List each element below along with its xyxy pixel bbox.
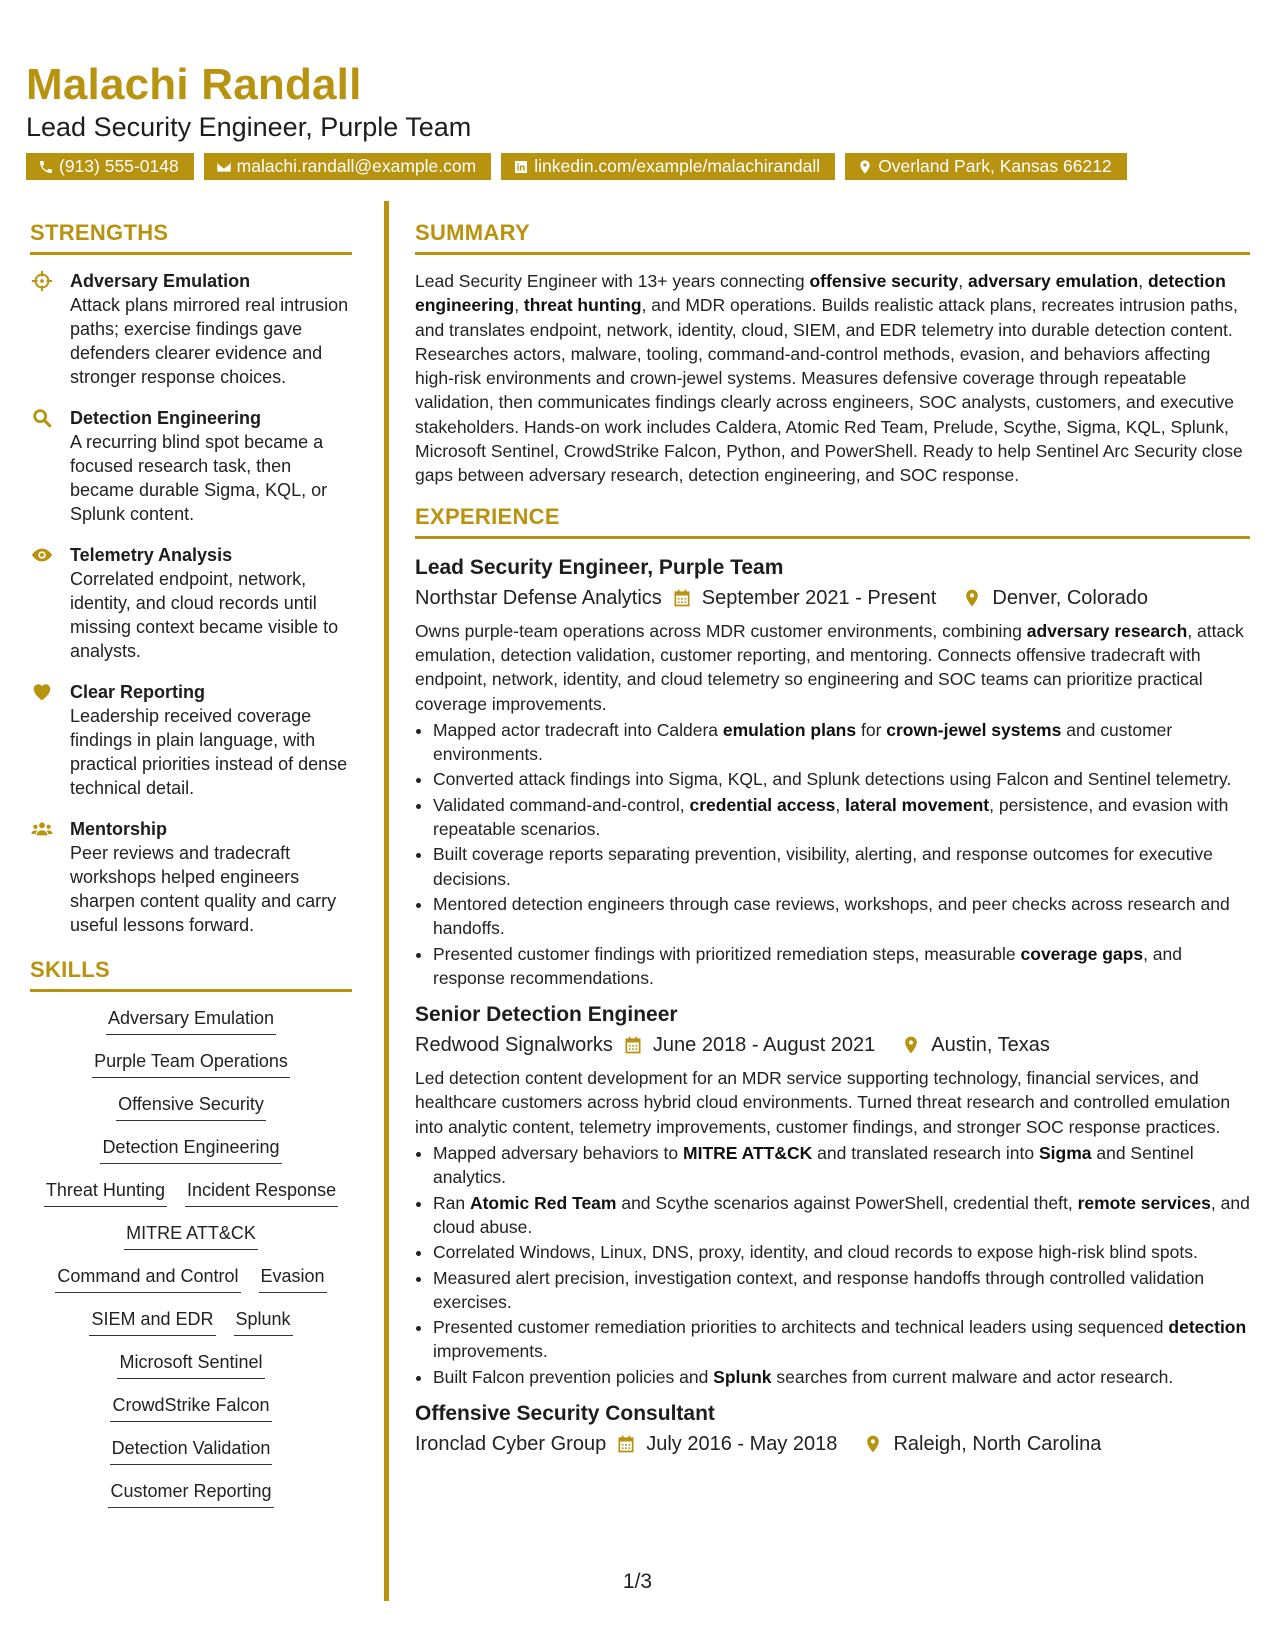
job-intro (415, 619, 1250, 716)
page-number: 1/3 (622, 1570, 653, 1593)
bold-text: adversary research (1026, 620, 1188, 641)
text-segment: Mapped adversary behaviors to (433, 1143, 683, 1164)
left-column (30, 220, 352, 1522)
strength-item (30, 269, 352, 389)
text-segment: improvements. (433, 1341, 548, 1362)
text-segment: searches from current malware and actor research. (771, 1366, 1174, 1387)
text-segment: Presented customer findings with prioritized remediation steps, measurable (433, 943, 1021, 964)
skill-row (30, 1178, 352, 1207)
skill-row (30, 1264, 352, 1293)
text-segment: Validated command-and-control, (433, 794, 690, 815)
email-icon (216, 159, 232, 175)
bold-text: Atomic Red Team (469, 1192, 617, 1213)
text-segment: , (514, 295, 524, 316)
skill-tag: Customer Reporting (108, 1479, 273, 1508)
skill-row (30, 1436, 352, 1465)
job-title: Senior Detection Engineer (415, 1003, 678, 1027)
job-meta (415, 583, 1250, 613)
strength-title: Telemetry Analysis (70, 545, 233, 565)
text-segment: for (856, 719, 887, 740)
skill-tag: CrowdStrike Falcon (110, 1393, 271, 1422)
heart-icon (31, 681, 53, 703)
phone-icon (38, 159, 54, 175)
job-meta (415, 1429, 1250, 1459)
text-segment: Owns purple-team operations across MDR customer environments, combining (415, 620, 1027, 641)
bold-text: threat hunting (523, 295, 642, 316)
skill-tag: Evasion (259, 1264, 327, 1293)
strength-description: Peer reviews and tradecraft workshops helped engineers sharpen content quality and carry useful lessons forward. (70, 843, 337, 935)
experience-list (415, 553, 1250, 1459)
skill-tag: Detection Validation (110, 1436, 273, 1465)
text-segment: Lead Security Engineer with 13+ years connecting (415, 271, 810, 291)
summary-heading: SUMMARY (415, 220, 1250, 255)
strength-item (30, 406, 352, 526)
bold-text: credential access (689, 794, 836, 815)
bullet-item (433, 892, 1250, 941)
bullet-item (433, 1240, 1250, 1264)
skill-tag: MITRE ATT&CK (124, 1221, 258, 1250)
skill-tag: Detection Engineering (100, 1135, 281, 1164)
linkedin-icon (513, 159, 529, 175)
calendar-icon (616, 1434, 636, 1454)
job-location: Raleigh, North Carolina (893, 1432, 1102, 1455)
strengths-heading: STRENGTHS (30, 220, 352, 255)
text-segment: Built Falcon prevention policies and (433, 1366, 714, 1387)
text-segment: Converted attack findings into Sigma, KQL, and Splunk detections using Falcon and Sentinel telemetry. (433, 769, 1232, 790)
strength-item (30, 543, 352, 663)
candidate-name: Malachi Randall (26, 60, 362, 109)
strength-description: A recurring blind spot became a focused research task, then became durable Sigma, KQL, or Splunk content. (70, 432, 328, 524)
strength-description: Correlated endpoint, network, identity, and cloud records until missing context became visible to analysts. (70, 569, 339, 661)
skill-tag: Offensive Security (116, 1092, 266, 1121)
job-company: Northstar Defense Analytics (415, 586, 662, 609)
crosshair-icon (31, 270, 53, 292)
bullet-item (433, 1191, 1250, 1240)
contact-bar (26, 153, 1127, 180)
eye-icon (31, 544, 53, 566)
bullet-item (433, 1141, 1250, 1190)
bold-text: detection (1168, 1317, 1247, 1338)
job-dates: July 2016 - May 2018 (646, 1432, 838, 1455)
text-segment: and translated research into (812, 1143, 1039, 1164)
text-segment: Presented customer remediation priorities to architects and technical leaders using sequenced (433, 1317, 1169, 1338)
text-segment: , and MDR operations. Builds realistic attack plans, recreates intrusion paths, and translates endpoint, network, identity, cloud, SIEM, and EDR telemetry into durable detection content. Researches actors, malware, tooling, command-and-control methods, evasion, and behaviors affecting high-risk environments and crown-jewel systems. Measures defensive coverage through repeatable validation, then communicates findings clearly across engineers, SOC analysts, customers, and executive stakeholders. Hands-on work includes Caldera, Atomic Red Team, Prelude, Scythe, Sigma, KQL, Splunk, Microsoft Sentinel, CrowdStrike Falcon, Python, and PowerShell. Ready to help Sentinel Arc Security close gaps between adversary research, detection engineering, and SOC response. (415, 295, 1243, 486)
text-segment: , persistence, and evasion with repeatable scenarios. (433, 794, 1229, 840)
email-chip[interactable] (204, 153, 492, 180)
skill-tag: Incident Response (185, 1178, 338, 1207)
skill-tag: Purple Team Operations (92, 1049, 290, 1078)
text-segment: , and response recommendations. (433, 943, 1183, 988)
text-segment: and customer environments. (433, 719, 1173, 765)
skill-tag: Command and Control (55, 1264, 240, 1293)
calendar-icon (623, 1035, 643, 1055)
strength-item (30, 817, 352, 937)
bullet-item (433, 767, 1250, 791)
map-pin-icon (857, 159, 873, 175)
experience-heading: EXPERIENCE (415, 504, 1250, 539)
skill-row (30, 1092, 352, 1121)
job-bullets (415, 1141, 1250, 1389)
job-company: Ironclad Cyber Group (415, 1432, 607, 1455)
text-segment: Correlated Windows, Linux, DNS, proxy, identity, and cloud records to expose high-risk blind spots. (433, 1242, 1198, 1263)
right-column (415, 220, 1250, 1465)
bold-text: detection engineering (415, 271, 1226, 316)
job-meta (415, 1030, 1250, 1060)
skill-row (30, 1221, 352, 1250)
job-location: Denver, Colorado (992, 586, 1149, 609)
strengths-list (30, 269, 352, 937)
bold-text: remote services (1077, 1192, 1211, 1213)
bullet-item (433, 1315, 1250, 1364)
text-segment: Led detection content development for an MDR service supporting technology, financial services, and healthcare customers across hybrid cloud environments. Turned threat research and controlled emulation into analytic content, telemetry improvements, customer findings, and stronger SOC response practices. (415, 1068, 1231, 1137)
job-entry (415, 553, 1250, 990)
skill-row (30, 1006, 352, 1035)
bullet-item (433, 942, 1250, 991)
job-company: Redwood Signalworks (415, 1034, 613, 1057)
bullet-item (433, 793, 1250, 842)
linkedin-text: linkedin.com/example/malachirandall (534, 156, 821, 176)
text-segment: , (958, 271, 969, 291)
bullet-item (433, 718, 1250, 767)
skills-list (30, 1006, 352, 1508)
strength-title: Clear Reporting (70, 682, 206, 702)
skill-tag: Splunk (234, 1307, 293, 1336)
job-dates: September 2021 - Present (701, 586, 937, 609)
map-pin-icon (962, 588, 982, 608)
bold-text: offensive security (809, 271, 959, 291)
skill-tag: SIEM and EDR (89, 1307, 215, 1336)
bold-text: Splunk (713, 1366, 772, 1387)
skill-row (30, 1135, 352, 1164)
skill-tag: Threat Hunting (44, 1178, 167, 1207)
bullet-item (433, 1266, 1250, 1315)
text-segment: , (835, 794, 846, 815)
text-segment: , attack emulation, detection validation, customer reporting, and mentoring. Connects offensive tradecraft with endpoint, network, identity, and cloud telemetry so engineering and SOC teams can prioritize practical coverage improvements. (415, 620, 1244, 714)
bold-text: emulation plans (722, 719, 857, 740)
bullet-item (433, 842, 1250, 891)
location-text: Overland Park, Kansas 66212 (878, 156, 1112, 176)
bold-text: coverage gaps (1020, 943, 1144, 964)
email-text: malachi.randall@example.com (236, 156, 477, 176)
bold-text: MITRE ATT&CK (683, 1143, 813, 1164)
skill-tag: Adversary Emulation (106, 1006, 276, 1035)
skills-section (30, 957, 352, 1508)
text-segment: , (1138, 271, 1148, 291)
linkedin-chip[interactable] (501, 153, 835, 180)
skill-row (30, 1479, 352, 1508)
summary-text (415, 269, 1250, 488)
job-title: Offensive Security Consultant (415, 1401, 715, 1425)
skill-row (30, 1350, 352, 1379)
text-segment: Measured alert precision, investigation context, and response handoffs through controlled validation exercises. (433, 1267, 1205, 1312)
map-pin-icon (863, 1434, 883, 1454)
job-intro (415, 1066, 1250, 1139)
skill-row (30, 1049, 352, 1078)
calendar-icon (672, 588, 692, 608)
text-segment: Mentored detection engineers through case reviews, workshops, and peer checks across research and handoffs. (433, 893, 1230, 939)
strength-item (30, 680, 352, 800)
skill-row (30, 1393, 352, 1422)
strength-title: Mentorship (70, 819, 167, 839)
bold-text: Sigma (1038, 1143, 1092, 1164)
bold-text: crown-jewel systems (886, 719, 1062, 740)
users-icon (31, 818, 53, 840)
phone-text: (913) 555-0148 (59, 156, 179, 176)
text-segment: , and cloud abuse. (433, 1192, 1250, 1237)
text-segment: and Sentinel analytics. (433, 1143, 1194, 1188)
bullet-item (433, 1365, 1250, 1389)
text-segment: and Scythe scenarios against PowerShell, credential theft, (616, 1192, 1078, 1213)
text-segment: Ran (433, 1192, 470, 1213)
strength-description: Leadership received coverage findings in plain language, with practical priorities instead of dense technical detail. (70, 706, 348, 798)
strength-title: Adversary Emulation (70, 271, 251, 291)
search-icon (31, 407, 53, 429)
candidate-title: Lead Security Engineer, Purple Team (26, 112, 472, 142)
job-entry (415, 1399, 1250, 1459)
text-segment: Built coverage reports separating prevention, visibility, alerting, and response outcomes for executive decisions. (433, 844, 1213, 889)
bold-text: lateral movement (845, 794, 990, 815)
job-bullets (415, 718, 1250, 990)
phone-chip[interactable] (26, 153, 194, 180)
map-pin-icon (901, 1035, 921, 1055)
job-entry (415, 1000, 1250, 1389)
skill-tag: Microsoft Sentinel (117, 1350, 264, 1379)
text-segment: Mapped actor tradecraft into Caldera (433, 719, 723, 740)
strength-description: Attack plans mirrored real intrusion paths; exercise findings gave defenders clearer evidence and stronger response choices. (70, 295, 349, 387)
skill-row (30, 1307, 352, 1336)
bold-text: adversary emulation (968, 271, 1139, 291)
location-chip (845, 153, 1126, 180)
skills-heading: SKILLS (30, 957, 352, 992)
job-dates: June 2018 - August 2021 (652, 1034, 876, 1057)
column-divider (384, 201, 389, 1601)
job-location: Austin, Texas (931, 1034, 1050, 1057)
strength-title: Detection Engineering (70, 408, 262, 428)
job-title: Lead Security Engineer, Purple Team (415, 555, 784, 579)
